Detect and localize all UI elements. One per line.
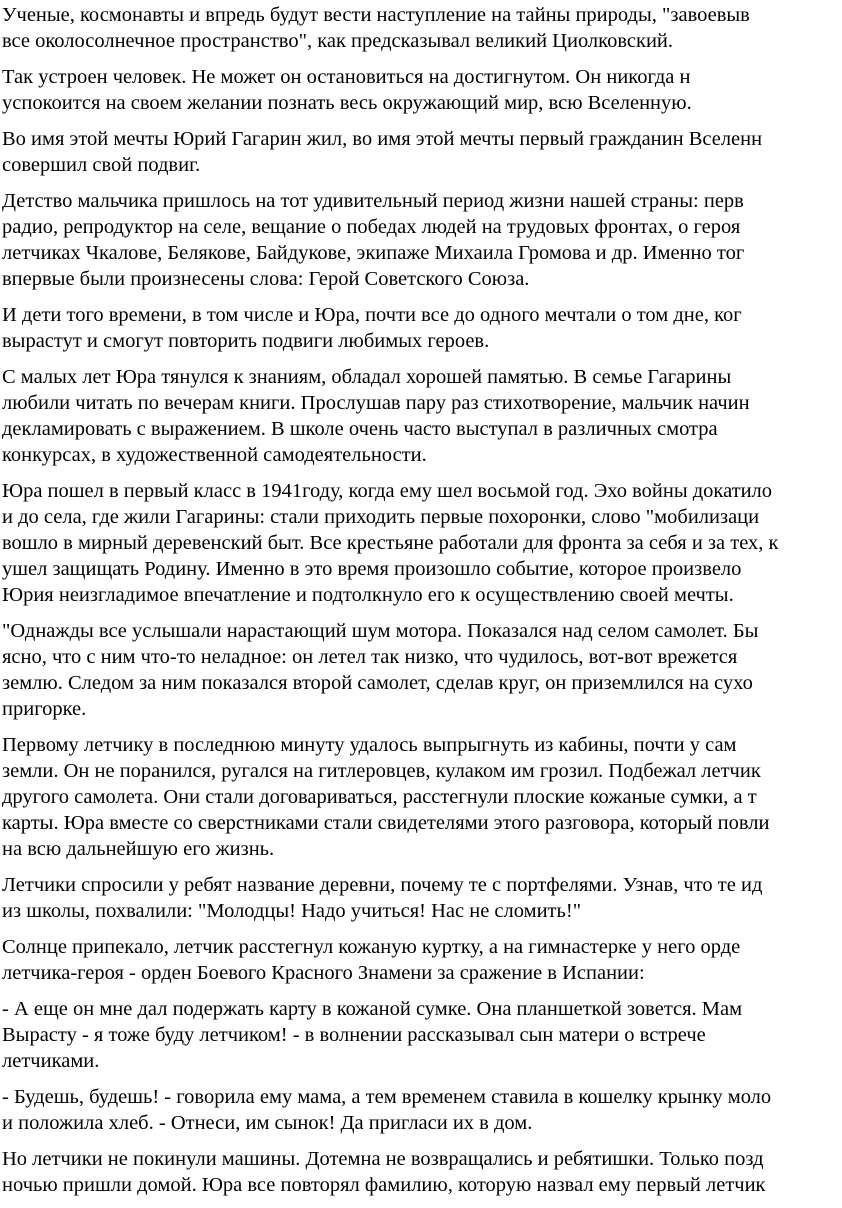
text-line: Юра пошел в первый класс в 1941году, когда ему шел восьмой год. Эхо войны докатило [2, 480, 773, 502]
paragraph-8 [2, 618, 842, 722]
text-line: вошло в мирный деревенский быт. Все крестьяне работали для фронта за себя и за тех, к [2, 532, 779, 554]
text-line: землю. Следом за ним показался второй самолет, сделав круг, он приземлился на сухо [2, 672, 753, 694]
text-line: С малых лет Юра тянулся к знаниям, обладал хорошей памятью. В семье Гагарины [2, 366, 732, 388]
text-line: любили читать по вечерам книги. Прослушав пару раз стихотворение, мальчик начин [2, 392, 750, 414]
paragraph-7 [2, 478, 842, 608]
text-line: карты. Юра вместе со сверстниками стали свидетелями этого разговора, который повли [2, 812, 770, 834]
text-line: конкурсах, в художественной самодеятельности. [2, 444, 427, 466]
text-line: И дети того времени, в том числе и Юра, почти все до одного мечтали о том дне, ког [2, 304, 742, 326]
text-line: летчиках Чкалове, Белякове, Байдукове, экипаже Михаила Громова и др. Именно тог [2, 242, 745, 264]
paragraph-4 [2, 188, 842, 292]
text-line: Так устроен человек. Не может он остановиться на достигнутом. Он никогда н [2, 66, 691, 88]
text-line: из школы, похвалили: "Молодцы! Надо учиться! Нас не сломить!" [2, 900, 582, 922]
text-line: на всю дальнейшую его жизнь. [2, 838, 275, 860]
text-line: пригорке. [2, 698, 87, 720]
text-line: Первому летчику в последнюю минуту удалось выпрыгнуть из кабины, почти у сам [2, 734, 737, 756]
text-line: Летчики спросили у ребят название деревни, почему те с портфелями. Узнав, что те ид [2, 874, 763, 896]
text-line: ясно, что с ним что-то неладное: он летел так низко, что чудилось, вот-вот врежется [2, 646, 738, 668]
text-line: впервые были произнесены слова: Герой Советского Союза. [2, 268, 530, 290]
text-line: все околосолнечное пространство", как предсказывал великий Циолковский. [2, 30, 674, 52]
text-line: Вырасту - я тоже буду летчиком! - в волнении рассказывал сын матери о встрече [2, 1024, 706, 1046]
text-line: летчиками. [2, 1050, 100, 1072]
paragraph-10 [2, 872, 842, 924]
text-line: летчика-героя - орден Боевого Красного Знамени за сражение в Испании: [2, 962, 645, 984]
text-line: радио, репродуктор на селе, вещание о победах людей на трудовых фронтах, о героя [2, 216, 741, 238]
paragraph-1 [2, 2, 842, 54]
text-line: и положила хлеб. - Отнеси, им сынок! Да пригласи их в дом. [2, 1112, 533, 1134]
text-line: совершил свой подвиг. [2, 154, 201, 176]
text-line: "Однажды все услышали нарастающий шум мотора. Показался над селом самолет. Бы [2, 620, 759, 642]
text-line: земли. Он не поранился, ругался на гитлеровцев, кулаком им грозил. Подбежал летчик [2, 760, 761, 782]
text-line: успокоится на своем желании познать весь окружающий мир, всю Вселенную. [2, 92, 692, 114]
text-line: ушел защищать Родину. Именно в это время произошло событие, которое произвело [2, 558, 742, 580]
text-line: вырастут и смогут повторить подвиги любимых героев. [2, 330, 490, 352]
text-line: Во имя этой мечты Юрий Гагарин жил, во имя этой мечты первый гражданин Вселенн [2, 128, 763, 150]
text-line: Солнце припекало, летчик расстегнул кожаную куртку, а на гимнастерке у него орде [2, 936, 741, 958]
text-line: Ученые, космонавты и впредь будут вести наступление на тайны природы, "завоевыв [2, 4, 750, 26]
paragraph-3 [2, 126, 842, 178]
paragraph-9 [2, 732, 842, 862]
document-body [2, 2, 842, 1208]
paragraph-13 [2, 1084, 842, 1136]
paragraph-12 [2, 996, 842, 1074]
text-line: Юрия неизгладимое впечатление и подтолкнуло его к осуществлению своей мечты. [2, 584, 734, 606]
paragraph-2 [2, 64, 842, 116]
text-line: другого самолета. Они стали договариваться, расстегнули плоские кожаные сумки, а т [2, 786, 757, 808]
text-line: - А еще он мне дал подержать карту в кожаной сумке. Она планшеткой зовется. Мам [2, 998, 743, 1020]
text-line: - Будешь, будешь! - говорила ему мама, а тем временем ставила в кошелку крынку моло [2, 1086, 772, 1108]
paragraph-11 [2, 934, 842, 986]
text-line: Но летчики не покинули машины. Дотемна не возвращались и ребятишки. Только позд [2, 1148, 764, 1170]
text-line: декламировать с выражением. В школе очень часто выступал в различных смотра [2, 418, 718, 440]
paragraph-6 [2, 364, 842, 468]
text-line: Детство мальчика пришлось на тот удивительный период жизни нашей страны: перв [2, 190, 744, 212]
paragraph-5 [2, 302, 842, 354]
text-line: и до села, где жили Гагарины: стали приходить первые похоронки, слово "мобилизаци [2, 506, 760, 528]
text-line: ночью пришли домой. Юра все повторял фамилию, которую назвал ему первый летчик [2, 1174, 766, 1196]
paragraph-14 [2, 1146, 842, 1198]
